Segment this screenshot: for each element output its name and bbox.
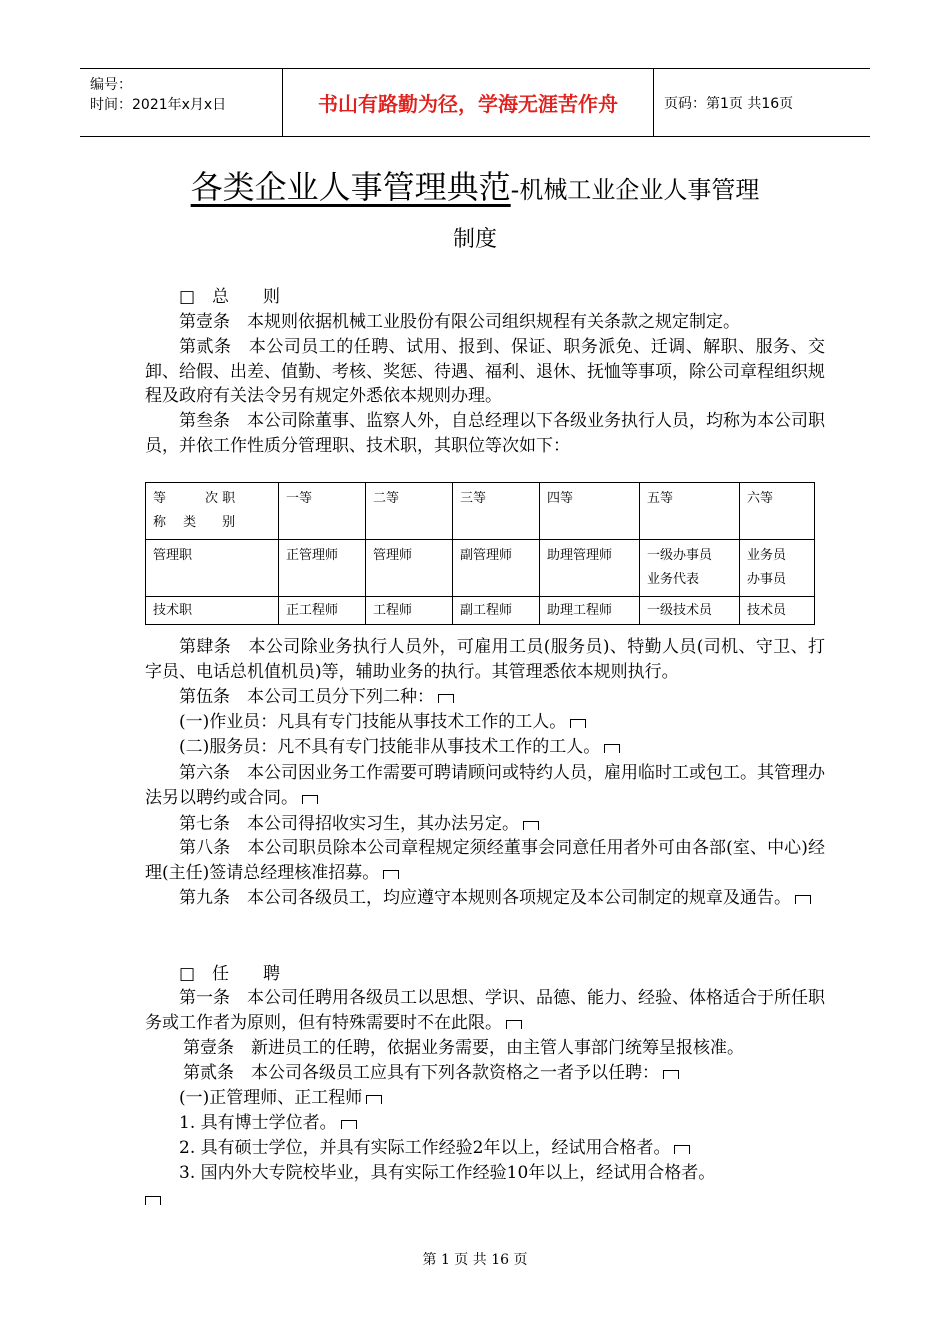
- header-motto: 书山有路勤为径，学海无涯苦作舟: [282, 69, 654, 136]
- article-5: 第伍条 本公司工员分下列二种：: [145, 685, 825, 710]
- paragraph-mark-icon: [366, 1095, 382, 1104]
- article-3: 第叁条 本公司除董事、监察人外，自总经理以下各级业务执行人员，均称为本公司职员，并依工作性质分管理职、技术职，其职位等次如下：: [145, 411, 825, 456]
- article-9: 第九条 本公司各级员工，均应遵守本规则各项规定及本公司制定的规章及通告。: [145, 886, 825, 911]
- article-6: 第六条 本公司因业务工作需要可聘请顾问或特约人员，雇用临时工或包工。其管理办法另以聘约或合同。: [145, 763, 825, 808]
- table-row: [146, 540, 815, 597]
- row-label: 管理职: [146, 540, 279, 597]
- qualification-item-3: 3. 国内外大专院校毕业，具有实际工作经验10年以上，经试用合格者。: [179, 1163, 716, 1183]
- header-page-info: 页码：第1页 共16页: [664, 95, 794, 112]
- article-8: 第八条 本公司职员除本公司章程规定须经董事会同意任用者外可由各部(室、中心)经理(主任)签请总经理核准招募。: [145, 838, 825, 883]
- title-line2: 制度: [452, 227, 497, 252]
- article-5-item-2: (二)服务员：凡不具有专门技能非从事技术工作的工人。: [145, 735, 825, 760]
- article-4: 第肆条 本公司除业务执行人员外，可雇用工员(服务员)、特勤人员(司机、守卫、打字员、电话总机值机员)等，辅助业务的执行。其管理悉依本规则执行。: [145, 637, 825, 682]
- table-cell: 技术员: [740, 597, 815, 625]
- paragraph-mark-icon: [795, 895, 811, 904]
- table-cell: 助理管理师: [540, 540, 640, 597]
- header-meta: [80, 69, 282, 136]
- grade-header: 三等: [453, 483, 540, 540]
- table-cell: 一级办事员 业务代表: [640, 540, 740, 597]
- paragraph-mark-icon: [341, 1120, 357, 1129]
- hiring-article-2: 第壹条 新进员工的任聘，依据业务需要，由主管人事部门统筹呈报核准。: [183, 1038, 744, 1058]
- table-cell: 副管理师: [453, 540, 540, 597]
- document-title: [0, 162, 950, 208]
- hiring-article-3: 第贰条 本公司各级员工应具有下列各款资格之一者予以任聘：: [149, 1061, 829, 1086]
- title-sub: -机械工业企业人事管理: [510, 176, 760, 204]
- grade-header: 二等: [366, 483, 453, 540]
- table-cell: 工程师: [366, 597, 453, 625]
- table-cell: 管理师: [366, 540, 453, 597]
- paragraph-mark-icon: [663, 1070, 679, 1079]
- table-cell: 助理工程师: [540, 597, 640, 625]
- number-label: 编号：: [90, 77, 132, 93]
- paragraph-mark-icon: [438, 694, 454, 703]
- paragraph-mark-icon: [383, 870, 399, 879]
- table-cell: 正管理师: [279, 540, 366, 597]
- page-footer: 第 1 页 共 16 页: [422, 1252, 528, 1268]
- page-header: [80, 68, 870, 137]
- table-row: [146, 483, 815, 540]
- paragraph-mark-icon: [523, 821, 539, 830]
- grade-table: [145, 482, 815, 625]
- paragraph-mark-icon: [145, 1196, 161, 1205]
- qualification-item-2: 2. 具有硕士学位，并具有实际工作经验2年以上，经试用合格者。: [145, 1136, 825, 1161]
- section-hiring-heading: □ 任 聘: [179, 964, 281, 984]
- title-main: 各类企业人事管理典范: [190, 168, 511, 206]
- hiring-article-1: 第一条 本公司任聘用各级员工以思想、学识、品德、能力、经验、体格适合于所任职务或工作者为原则，但有特殊需要时不在此限。: [145, 988, 825, 1033]
- grade-header: 四等: [540, 483, 640, 540]
- grade-header: 一等: [279, 483, 366, 540]
- table-corner-header: 等 次 职 称 类 别: [146, 483, 279, 540]
- article-7: 第七条 本公司得招收实习生，其办法另定。: [145, 812, 825, 837]
- grade-header: 六等: [740, 483, 815, 540]
- time-label: 时间：2021年x月x日: [90, 97, 227, 113]
- qualification-heading: (一)正管理师、正工程师: [145, 1086, 825, 1111]
- row-label: 技术职: [146, 597, 279, 625]
- table-row: [146, 597, 815, 625]
- paragraph-mark-icon: [506, 1020, 522, 1029]
- section-general-heading: □ 总 则: [179, 287, 281, 307]
- qualification-item-1: 1. 具有博士学位者。: [145, 1111, 825, 1136]
- article-1: 第壹条 本规则依据机械工业股份有限公司组织规程有关条款之规定制定。: [179, 312, 740, 332]
- table-cell: 正工程师: [279, 597, 366, 625]
- table-cell: 一级技术员: [640, 597, 740, 625]
- table-cell: 副工程师: [453, 597, 540, 625]
- paragraph-mark-icon: [570, 719, 586, 728]
- paragraph-mark-icon: [302, 795, 318, 804]
- article-2: 第贰条 本公司员工的任聘、试用、报到、保证、职务派免、迁调、解职、服务、交卸、给假、出差、值勤、考核、奖惩、待遇、福利、退休、抚恤等事项，除公司章程组织规程及政府有关法令另有规定外悉依本规则办理。: [145, 337, 825, 406]
- grade-header: 五等: [640, 483, 740, 540]
- paragraph-mark-icon: [604, 744, 620, 753]
- paragraph-mark-icon: [674, 1145, 690, 1154]
- table-cell: 业务员 办事员: [740, 540, 815, 597]
- article-5-item-1: (一)作业员：凡具有专门技能从事技术工作的工人。: [145, 710, 825, 735]
